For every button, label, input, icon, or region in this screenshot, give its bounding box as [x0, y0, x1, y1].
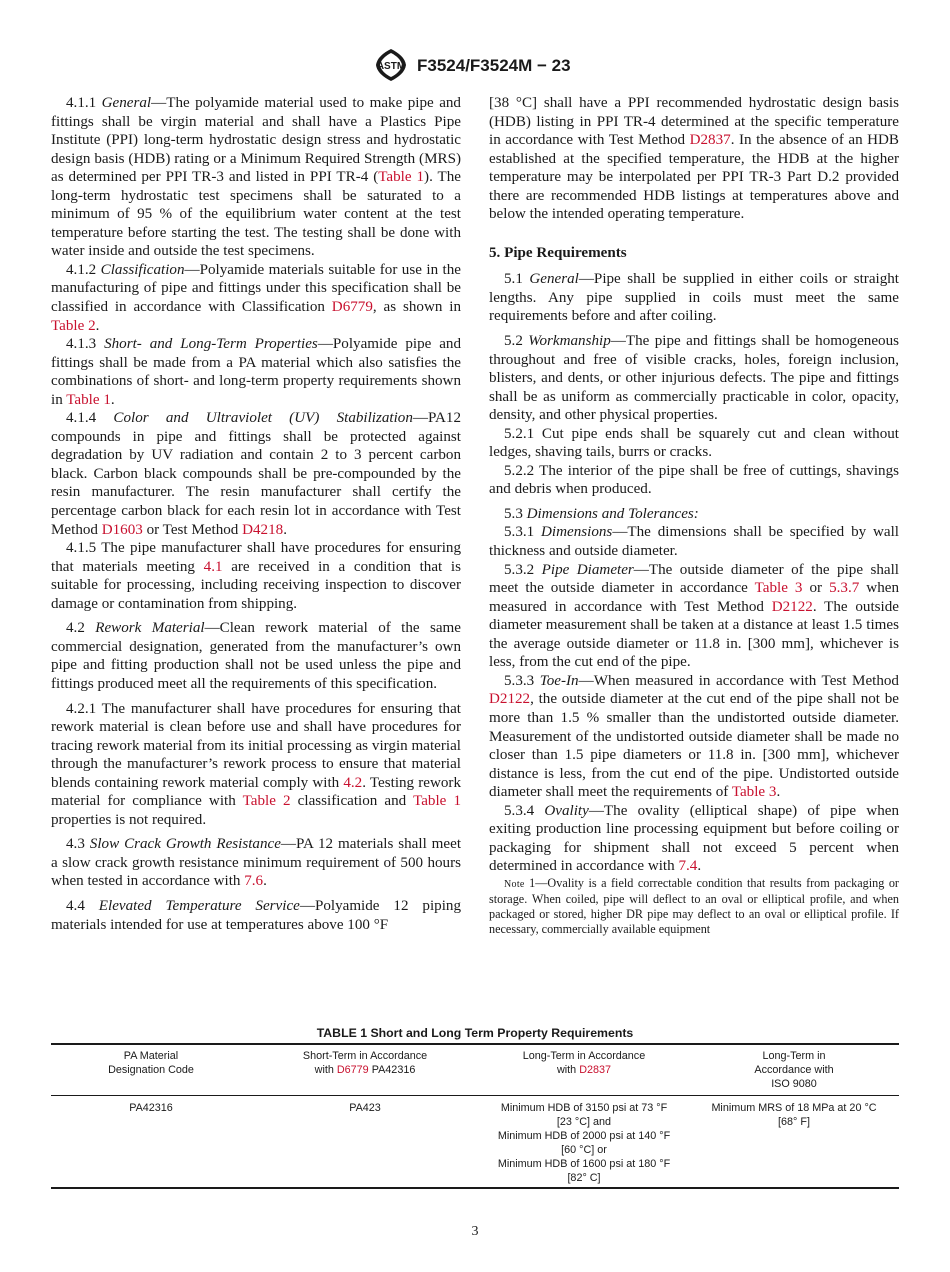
link-d2122[interactable]: D2122: [489, 691, 531, 708]
table-1-caption: TABLE 1 Short and Long Term Property Requirements: [316, 1026, 634, 1040]
paragraph-4-3: 4.3 Slow Crack Growth Resistance—PA 12 materials shall meet a slow crack growth resistance minimum requirement of 500 hours when tested in accordance with 7.6.: [51, 836, 462, 890]
link-section-7-4[interactable]: 7.4: [678, 858, 698, 875]
link-section-4-1[interactable]: 4.1: [203, 558, 223, 575]
section-heading-5: 5. Pipe Requirements: [489, 244, 627, 261]
table-1: [51, 1043, 899, 1189]
left-column: [51, 94, 461, 934]
header-long-term: Long-Term in Accordance with D2837: [479, 1044, 689, 1096]
link-d4218[interactable]: D4218: [242, 521, 284, 538]
cell-long-term-iso: Minimum MRS of 18 MPa at 20 °C [68° F]: [689, 1096, 899, 1189]
astm-logo-icon: [373, 48, 409, 82]
link-section-5-3-7[interactable]: 5.3.7: [829, 580, 860, 597]
cell-designation-code: PA42316: [51, 1096, 251, 1189]
paragraph-5-2-2: 5.2.2 The interior of the pipe shall be free of cuttings, shavings and debris when produced.: [489, 462, 899, 498]
paragraph-5-3-4: 5.3.4 Ovality—The ovality (elliptical shape) of pipe when exiting production line processing equipment but before coiling or packaging for shipment shall not exceed 5 percent when determined in accordance with 7.4.: [489, 802, 899, 875]
paragraph-5-2: 5.2 Workmanship—The pipe and fittings shall be homogeneous throughout and free of visible cracks, holes, foreign inclusion, blisters, and dents, or other injurious defects. The pipe and fittings shall be as uniform as commercially practicable in color, opacity, density, and other physical properties.: [489, 333, 900, 424]
paragraph-4-4-continued: [38 °C] shall have a PPI recommended hydrostatic design basis (HDB) listing in PPI TR-4 determined at the specific temperature in accordance with Test Method D2837. In the absence of an HDB established at the specified temperature, the HDB at the higher temperature may be interpolated per PPI TR-3 Part D.2 provided there are recommended HDB listings at temperatures above and below the intended operating temperature.: [489, 95, 899, 223]
paragraph-5-3: 5.3 Dimensions and Tolerances:: [504, 505, 699, 522]
link-table-1[interactable]: Table 1: [413, 793, 462, 810]
paragraph-4-1-2: 4.1.2 Classification—Polyamide materials suitable for use in the manufacturing of pipe and fittings under this specification shall be classified in accordance with Classification D6779, as shown in Table 2.: [51, 261, 461, 334]
page-number: 3: [471, 1224, 479, 1239]
link-section-7-6[interactable]: 7.6: [244, 873, 264, 890]
document-designation: F3524/F3524M − 23: [417, 56, 571, 75]
header-long-term-iso: Long-Term in Accordance with ISO 9080: [689, 1044, 899, 1096]
astm-logo-text: ASTM: [376, 61, 406, 72]
paragraph-4-1-5: 4.1.5 The pipe manufacturer shall have procedures for ensuring that materials meeting 4.1 are received in a condition that is suitable for processing, including receiving inspection to discover damage or contamination from shipping.: [51, 540, 461, 612]
link-table-1[interactable]: Table 1: [378, 169, 425, 186]
paragraph-4-1-1: 4.1.1 General—The polyamide material used to make pipe and fittings shall be virgin material and shall have a Plastics Pipe Institute (PPI) long-term hydrostatic design stress and hydrostatic design basis (HDB) rating or a Minimum Required Strength (MRS) as determined per PPI TR-3 and listed in PPI TR-4 (Table 1). The long-term hydrostatic test specimens shall be saturated to a minimum of 95 % of the equilibrium water content at the test temperature before starting the test. The testing shall be done with water inside and outside the test specimens.: [51, 95, 461, 260]
cell-short-term: PA423: [251, 1096, 479, 1189]
link-d2837[interactable]: D2837: [689, 132, 731, 149]
paragraph-5-2-1: 5.2.1 Cut pipe ends shall be squarely cut and clean without ledges, shaving tails, burrs or cracks.: [489, 425, 899, 461]
page-header: [0, 46, 950, 86]
paragraph-4-1-3: 4.1.3 Short- and Long-Term Properties—Polyamide pipe and fittings shall be made from a PA material which also satisfies the combinations of short- and long-term property requirements shown in Table 1.: [51, 336, 462, 408]
paragraph-5-1: 5.1 General—Pipe shall be supplied in either coils or straight lengths. Any pipe supplied in coils must meet the same requirements before and after coiling.: [489, 271, 899, 325]
table-row: [51, 1096, 899, 1189]
paragraph-5-3-2: 5.3.2 Pipe Diameter—The outside diameter of the pipe shall meet the outside diameter in accordance Table 3 or 5.3.7 when measured in accordance with Test Method D2122. The outside diameter measurement shall be taken at a distance at least 1.5 times the average outside diameter or 11.8 in. [300 mm], whichever is less, from the cut end of the pipe.: [489, 561, 899, 671]
paragraph-5-3-3: 5.3.3 Toe-In—When measured in accordance with Test Method D2122, the outside diameter at the cut end of the pipe shall not be more than 1.5 % smaller than the undistorted outside diameter. Measurement of the undistorted outside diameter shall be made no closer than 1.5 pipe diameters or 11.8 in. [300 mm], whichever distance is less, from the cut end of the pipe. Undistorted outside diameter shall meet the requirements of Table 3.: [489, 672, 899, 801]
paragraph-4-1-4: 4.1.4 Color and Ultraviolet (UV) Stabilization—PA12 compounds in pipe and fittings shall be protected against degradation by UV radiation and contain 2 to 3 percent carbon black. Carbon black compounds shall be pre-compounded by the resin manufacturer. The resin manufacturer shall certify the percentage carbon black for each resin lot in accordance with Test Method D1603 or Test Method D4218.: [51, 410, 462, 538]
link-d6779[interactable]: D6779: [336, 1064, 369, 1076]
link-table-1[interactable]: Table 1: [66, 391, 111, 408]
cell-long-term: Minimum HDB of 3150 psi at 73 °F [23 °C] and Minimum HDB of 2000 psi at 140 °F [60 °C] or Minimum HDB of 1600 psi at 180 °F [82° C]: [479, 1096, 689, 1189]
note-1: Note 1—Ovality is a field correctable condition that results from packaging or storage. When coiled, pipe will deflect to an oval or elliptical profile, and when packaged or stored, higher DR pipe may deflect to an oval or elliptical profile. If necessary, commercially available equipment: [489, 875, 899, 936]
right-column: [489, 94, 899, 937]
link-table-2[interactable]: Table 2: [242, 793, 291, 810]
paragraph-5-3-1: 5.3.1 Dimensions—The dimensions shall be specified by wall thickness and outside diameter.: [489, 524, 899, 560]
paragraph-4-4: 4.4 Elevated Temperature Service—Polyamide 12 piping materials intended for use at temperatures above 100 °F: [51, 897, 461, 933]
paragraph-4-2-1: 4.2.1 The manufacturer shall have procedures for ensuring that rework material is clean before use and shall have procedures for tracing rework material from its initial processing as virgin material through the manufacturer’s rework process to ensure that material blends containing rework material comply with 4.2. Testing rework material for compliance with Table 2 classification and Table 1 properties is not required.: [51, 700, 462, 828]
link-d1603[interactable]: D1603: [101, 521, 143, 538]
link-table-3[interactable]: Table 3: [754, 580, 803, 597]
table-header-row: [51, 1044, 899, 1096]
link-d2122[interactable]: D2122: [771, 598, 813, 615]
link-table-3[interactable]: Table 3: [731, 784, 777, 801]
link-table-2[interactable]: Table 2: [51, 317, 96, 334]
header-short-term: Short-Term in Accordance with D6779 PA42316: [251, 1044, 479, 1096]
link-d2837[interactable]: D2837: [579, 1064, 612, 1076]
header-pa-material: PA Material Designation Code: [51, 1044, 251, 1096]
link-section-4-2[interactable]: 4.2: [343, 774, 363, 791]
link-d6779[interactable]: D6779: [331, 299, 373, 316]
paragraph-4-2: 4.2 Rework Material—Clean rework material of the same commercial designation, generated from the manufacturer’s own pipe and fitting production shall not be used unless the pipe and fittings produced meet all the requirements of this specification.: [51, 620, 461, 692]
